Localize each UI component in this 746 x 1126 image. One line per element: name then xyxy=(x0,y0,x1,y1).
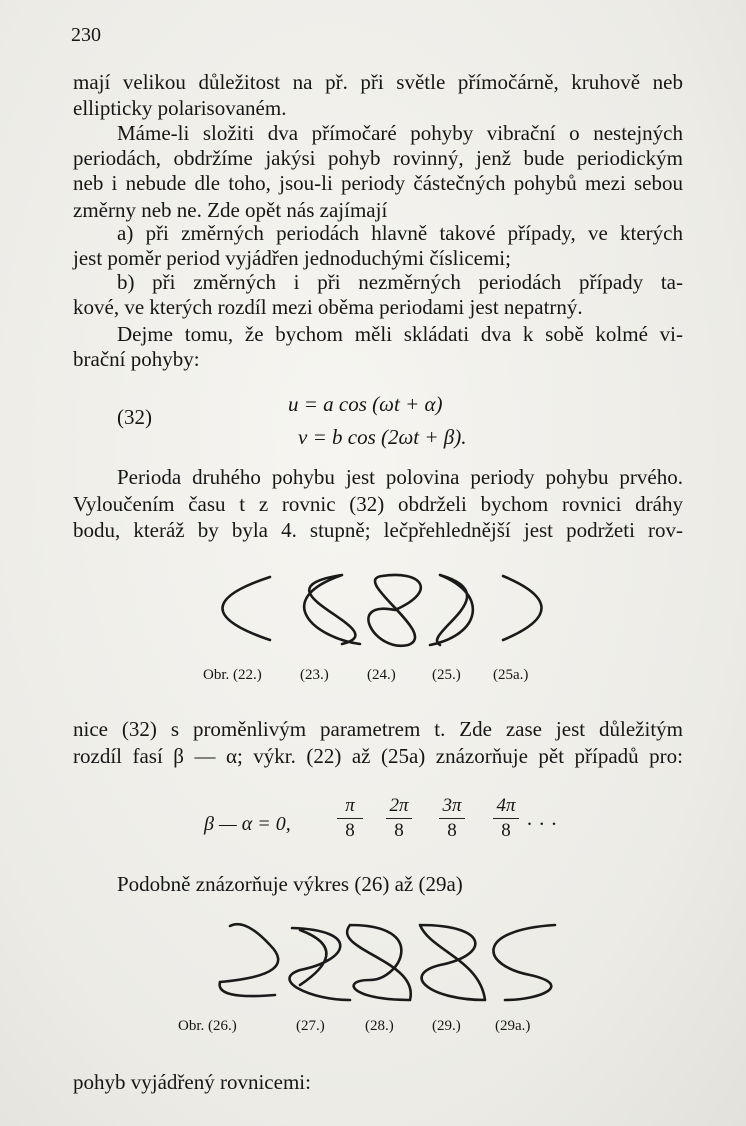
text-line: b) při změrných i při nezměrných periodách případy ta- xyxy=(117,270,683,294)
equation-label: (32) xyxy=(117,405,152,429)
text-line: změrny neb ne. Zde opět nás zajímají xyxy=(73,198,388,222)
text-line: ellipticky polarisovaném. xyxy=(73,96,287,120)
phase-difference-lhs: β — α = 0, xyxy=(204,813,291,835)
text-line: periodách, obdržíme jakýsi pohyb rovinný, jenž bude periodickým xyxy=(73,146,683,170)
text-line: rozdíl fasí β — α; výkr. (22) až (25a) znázorňuje pět případů pro: xyxy=(73,744,683,768)
ellipsis: · · · xyxy=(526,812,558,836)
fraction: 3π 8 xyxy=(437,795,467,842)
text-line: Vyloučením času t z rovnic (32) obdrželi bychom rovnici dráhy xyxy=(73,492,683,516)
figure-caption: (23.) xyxy=(300,667,329,683)
text-line: Dejme tomu, že bychom měli skládati dva k sobě kolmé vi- xyxy=(117,322,683,346)
figure-28 xyxy=(347,925,411,1000)
equation-line-1: u = a cos (ωt + α) xyxy=(288,392,443,416)
text-line: jest poměr period vyjádřen jednoduchými číslicemi; xyxy=(73,246,511,270)
figure-caption: (29a.) xyxy=(495,1018,531,1034)
figure-23 xyxy=(304,575,360,644)
figure-29 xyxy=(420,925,485,1000)
equation-line-2: v = b cos (2ωt + β). xyxy=(298,425,467,449)
text-line: nice (32) s proměnlivým parametrem t. Zde zase jest důležitým xyxy=(73,717,683,741)
figure-caption: (29.) xyxy=(432,1018,461,1034)
figure-caption: Obr. (26.) xyxy=(178,1018,237,1034)
figure-25a xyxy=(503,576,542,640)
figure-caption: (25.) xyxy=(432,667,461,683)
page-number: 230 xyxy=(71,24,101,46)
fraction: 2π 8 xyxy=(384,795,414,842)
text-line: mají velikou důležitost na př. při světle přímočárně, kruhově neb xyxy=(73,70,683,94)
text-line: Podobně znázorňuje výkres (26) až (29a) xyxy=(117,872,463,896)
text-line: pohyb vyjádřený rovnicemi: xyxy=(73,1070,311,1094)
text-line: kové, ve kterých rozdíl mezi oběma periodami jest nepatrný. xyxy=(73,295,583,319)
figure-27 xyxy=(290,928,350,1000)
text-line: Perioda druhého pohybu jest polovina periody pohybu prvého. xyxy=(117,465,683,489)
figure-caption: Obr. (22.) xyxy=(203,667,262,683)
figure-caption: (24.) xyxy=(367,667,396,683)
figure-24 xyxy=(368,575,420,646)
text-line: Máme-li složiti dva přímočaré pohyby vibrační o nestejných xyxy=(117,121,683,145)
figure-caption: (28.) xyxy=(365,1018,394,1034)
figure-26 xyxy=(220,924,279,996)
figure-29a xyxy=(493,925,555,1000)
figure-caption: (27.) xyxy=(296,1018,325,1034)
text-line: bodu, kteráž by byla 4. stupně; lečpřehlednější jest podržeti rov- xyxy=(73,518,683,542)
fraction: π 8 xyxy=(335,795,365,842)
text-line: brační pohyby: xyxy=(73,347,200,371)
figure-25 xyxy=(430,575,473,645)
figure-caption: (25a.) xyxy=(493,667,529,683)
text-line: neb i nebude dle toho, jsou-li periody částečných pohybů mezi sebou xyxy=(73,171,683,195)
figure-22 xyxy=(223,577,271,640)
text-line: a) při změrných periodách hlavně takové případy, ve kterých xyxy=(117,221,683,245)
fraction: 4π 8 xyxy=(491,795,521,842)
